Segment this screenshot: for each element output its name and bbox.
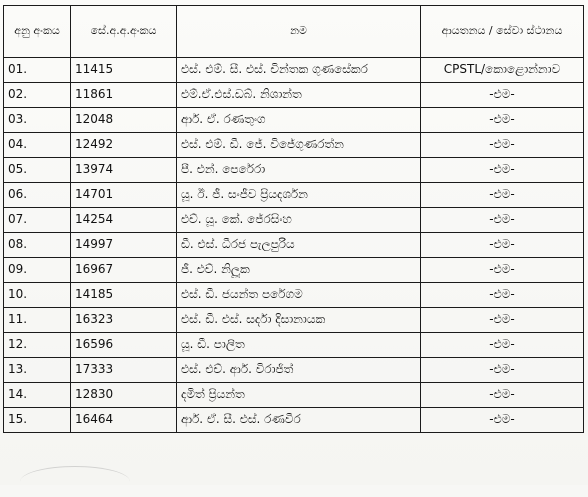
row-number: 14254 [71,208,177,233]
row-name: දමිත් ප්‍රියන්ත [177,383,421,408]
row-name: ආර්. ඒ. සී. එස්. රණවීර [177,408,421,433]
table-row [4,208,584,233]
row-service: -එම- [421,308,584,333]
row-name: එම්.ඒ.එස්.ඩබ්. නිශාන්ත [177,83,421,108]
row-service: -එම- [421,383,584,408]
row-number: 14997 [71,233,177,258]
row-service: CPSTL/කොළොන්නාව [421,58,584,83]
row-name: එස්. ඩී. ජයන්ත පරේගම [177,283,421,308]
row-index: 01. [4,58,71,83]
row-name: යූ. ඩී. පාලිත [177,333,421,358]
table-body [4,58,584,433]
table-row [4,233,584,258]
row-name: ආර්. ඒ. රණතුංග [177,108,421,133]
table-row [4,158,584,183]
row-name: ඩී. එස්. ධීරජ පැලපුරිය [177,233,421,258]
row-number: 16323 [71,308,177,333]
row-index: 02. [4,83,71,108]
table-row [4,283,584,308]
row-service: -එම- [421,158,584,183]
row-name: පී. එන්. පෙරේරා [177,158,421,183]
row-name: එස්. එම්. සී. එස්. චින්තක ගුණසේකර [177,58,421,83]
header-number: සේ.අ.අ.අංකය [71,6,177,58]
row-number: 12048 [71,108,177,133]
row-name: එස්. එච්. ආර්. විරාජිත් [177,358,421,383]
row-index: 07. [4,208,71,233]
row-number: 16596 [71,333,177,358]
row-service: -එම- [421,108,584,133]
row-index: 06. [4,183,71,208]
row-number: 16464 [71,408,177,433]
table-row [4,408,584,433]
row-service: -එම- [421,133,584,158]
row-service: -එම- [421,283,584,308]
row-index: 08. [4,233,71,258]
row-name: එච්. යූ. කේ. ජේරසිංහ [177,208,421,233]
row-name: යූ. ඊ. ජී. සංජීව ප්‍රියදර්ශන [177,183,421,208]
row-index: 15. [4,408,71,433]
table-row [4,308,584,333]
row-index: 09. [4,258,71,283]
row-service: -එම- [421,233,584,258]
row-number: 13974 [71,158,177,183]
row-number: 11415 [71,58,177,83]
row-index: 03. [4,108,71,133]
row-index: 05. [4,158,71,183]
row-index: 12. [4,333,71,358]
row-number: 14185 [71,283,177,308]
staff-table [3,5,584,433]
row-index: 10. [4,283,71,308]
row-service: -එම- [421,83,584,108]
header-service: ආයතනය / සේවා ස්ථානය [421,6,584,58]
row-name: එස්. එම්. ඩී. ජේ. විජේගුණරත්න [177,133,421,158]
table-row [4,358,584,383]
row-service: -එම- [421,358,584,383]
table-row [4,58,584,83]
table-row [4,83,584,108]
header-name: නම [177,6,421,58]
row-service: -එම- [421,258,584,283]
row-name: එස්. ඩී. එස්. සර්දා දිසානායක [177,308,421,333]
row-number: 11861 [71,83,177,108]
row-number: 12830 [71,383,177,408]
row-number: 14701 [71,183,177,208]
table-row [4,133,584,158]
row-service: -එම- [421,408,584,433]
row-number: 17333 [71,358,177,383]
row-number: 16967 [71,258,177,283]
table-row [4,183,584,208]
row-name: ජී. එච්. නිලූක [177,258,421,283]
row-service: -එම- [421,183,584,208]
row-index: 04. [4,133,71,158]
stamp-mark [20,466,130,497]
row-number: 12492 [71,133,177,158]
row-index: 14. [4,383,71,408]
header-index: අනු අංකය [4,6,71,58]
row-service: -එම- [421,208,584,233]
table-header-row [4,6,584,58]
table-row [4,108,584,133]
table-row [4,258,584,283]
table-row [4,333,584,358]
row-index: 13. [4,358,71,383]
row-index: 11. [4,308,71,333]
row-service: -එම- [421,333,584,358]
table-row [4,383,584,408]
